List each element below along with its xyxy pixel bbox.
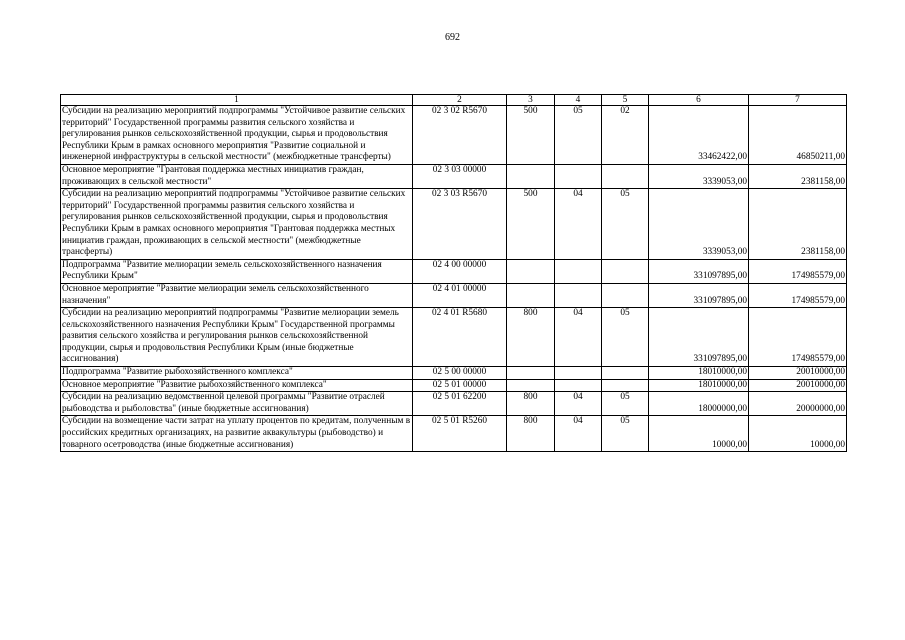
row-code: 02 5 01 R5260 <box>413 416 507 452</box>
row-sum-col6: 33462422,00 <box>649 106 749 165</box>
table-row <box>61 308 847 367</box>
table-row <box>61 164 847 188</box>
row-sum-col6: 18010000,00 <box>649 379 749 392</box>
row-expense-type: 500 <box>507 189 555 260</box>
row-section: 05 <box>555 106 602 165</box>
row-subsection <box>602 379 649 392</box>
row-sum-col7: 20010000,00 <box>749 367 847 380</box>
row-name: Основное мероприятие "Грантовая поддержка местных инициатив граждан, проживающих в сельской местности" <box>61 164 413 188</box>
row-expense-type: 800 <box>507 392 555 416</box>
table-row <box>61 379 847 392</box>
row-subsection <box>602 367 649 380</box>
row-sum-col7: 174985579,00 <box>749 283 847 307</box>
row-code: 02 3 03 R5670 <box>413 189 507 260</box>
column-header: 7 <box>749 95 847 106</box>
column-header: 1 <box>61 95 413 106</box>
table-row <box>61 259 847 283</box>
row-expense-type: 500 <box>507 106 555 165</box>
row-code: 02 3 03 00000 <box>413 164 507 188</box>
row-subsection: 05 <box>602 416 649 452</box>
row-subsection <box>602 283 649 307</box>
row-section <box>555 379 602 392</box>
row-section: 04 <box>555 189 602 260</box>
row-name: Основное мероприятие "Развитие мелиорации земель сельскохозяйственного назначения" <box>61 283 413 307</box>
row-sum-col7: 20000000,00 <box>749 392 847 416</box>
row-section: 04 <box>555 416 602 452</box>
row-sum-col6: 331097895,00 <box>649 308 749 367</box>
row-sum-col7: 46850211,00 <box>749 106 847 165</box>
column-header: 6 <box>649 95 749 106</box>
row-code: 02 5 01 62200 <box>413 392 507 416</box>
row-sum-col6: 3339053,00 <box>649 189 749 260</box>
table-header-row <box>61 95 847 106</box>
row-name: Субсидии на реализацию мероприятий подпрограммы "Устойчивое развитие сельских территорий" Государственной программы развития сельского хозяйства и регулирования рынков сельскохозяйственной продукции, сырья и продовольствия Республики Крым в рамках основного мероприятия "Грантовая поддержка местных инициатив граждан, проживающих в сельской местности" (межбюджетные трансферты) <box>61 189 413 260</box>
row-section <box>555 164 602 188</box>
column-header: 5 <box>602 95 649 106</box>
row-sum-col6: 10000,00 <box>649 416 749 452</box>
row-expense-type <box>507 259 555 283</box>
row-section: 04 <box>555 308 602 367</box>
table-row <box>61 392 847 416</box>
row-expense-type <box>507 379 555 392</box>
row-subsection: 02 <box>602 106 649 165</box>
row-name: Субсидии на реализацию ведомственной целевой программы "Развитие отраслей рыбоводства и рыболовства" (иные бюджетные ассигнования) <box>61 392 413 416</box>
row-sum-col7: 2381158,00 <box>749 164 847 188</box>
row-expense-type: 800 <box>507 416 555 452</box>
row-sum-col7: 10000,00 <box>749 416 847 452</box>
row-section <box>555 259 602 283</box>
row-section: 04 <box>555 392 602 416</box>
row-code: 02 4 01 00000 <box>413 283 507 307</box>
budget-table <box>60 94 847 452</box>
row-section <box>555 283 602 307</box>
column-header: 4 <box>555 95 602 106</box>
row-name: Субсидии на реализацию мероприятий подпрограммы "Развитие мелиорации земель сельскохозяйственного назначения Республики Крым" Государственной программы развития сельского хозяйства и регулирования рынков сельскохозяйственной продукции, сырья и продовольствия Республики Крым (иные бюджетные ассигнования) <box>61 308 413 367</box>
row-sum-col7: 20010000,00 <box>749 379 847 392</box>
row-sum-col7: 174985579,00 <box>749 259 847 283</box>
row-code: 02 4 01 R5680 <box>413 308 507 367</box>
row-sum-col6: 331097895,00 <box>649 283 749 307</box>
table-row <box>61 367 847 380</box>
row-sum-col6: 331097895,00 <box>649 259 749 283</box>
column-header: 3 <box>507 95 555 106</box>
row-code: 02 3 02 R5670 <box>413 106 507 165</box>
row-expense-type <box>507 164 555 188</box>
row-subsection <box>602 259 649 283</box>
column-header: 2 <box>413 95 507 106</box>
row-code: 02 4 00 00000 <box>413 259 507 283</box>
table-row <box>61 416 847 452</box>
row-name: Субсидии на реализацию мероприятий подпрограммы "Устойчивое развитие сельских территорий" Государственной программы развития сельского хозяйства и регулирования рынков сельскохозяйственной продукции, сырья и продовольствия Республики Крым в рамках основного мероприятия "Развитие социальной и инженерной инфраструктуры в сельской местности" (межбюджетные трансферты) <box>61 106 413 165</box>
row-code: 02 5 01 00000 <box>413 379 507 392</box>
row-subsection <box>602 164 649 188</box>
row-sum-col6: 18010000,00 <box>649 367 749 380</box>
row-sum-col6: 3339053,00 <box>649 164 749 188</box>
row-sum-col7: 174985579,00 <box>749 308 847 367</box>
row-subsection: 05 <box>602 392 649 416</box>
row-code: 02 5 00 00000 <box>413 367 507 380</box>
row-name: Субсидии на возмещение части затрат на уплату процентов по кредитам, полученным в российских кредитных организациях, на развитие аквакультуры (рыбоводство) и товарного осетроводства (иные бюджетные ассигнования) <box>61 416 413 452</box>
row-name: Основное мероприятие "Развитие рыбохозяйственного комплекса" <box>61 379 413 392</box>
row-name: Подпрограмма "Развитие мелиорации земель сельскохозяйственного назначения Республики Крым" <box>61 259 413 283</box>
row-section <box>555 367 602 380</box>
table-row <box>61 189 847 260</box>
row-subsection: 05 <box>602 308 649 367</box>
row-expense-type <box>507 283 555 307</box>
row-name: Подпрограмма "Развитие рыбохозяйственного комплекса" <box>61 367 413 380</box>
table-row <box>61 106 847 165</box>
page-number: 692 <box>445 32 460 43</box>
table-row <box>61 283 847 307</box>
row-sum-col7: 2381158,00 <box>749 189 847 260</box>
row-subsection: 05 <box>602 189 649 260</box>
row-sum-col6: 18000000,00 <box>649 392 749 416</box>
row-expense-type <box>507 367 555 380</box>
row-expense-type: 800 <box>507 308 555 367</box>
